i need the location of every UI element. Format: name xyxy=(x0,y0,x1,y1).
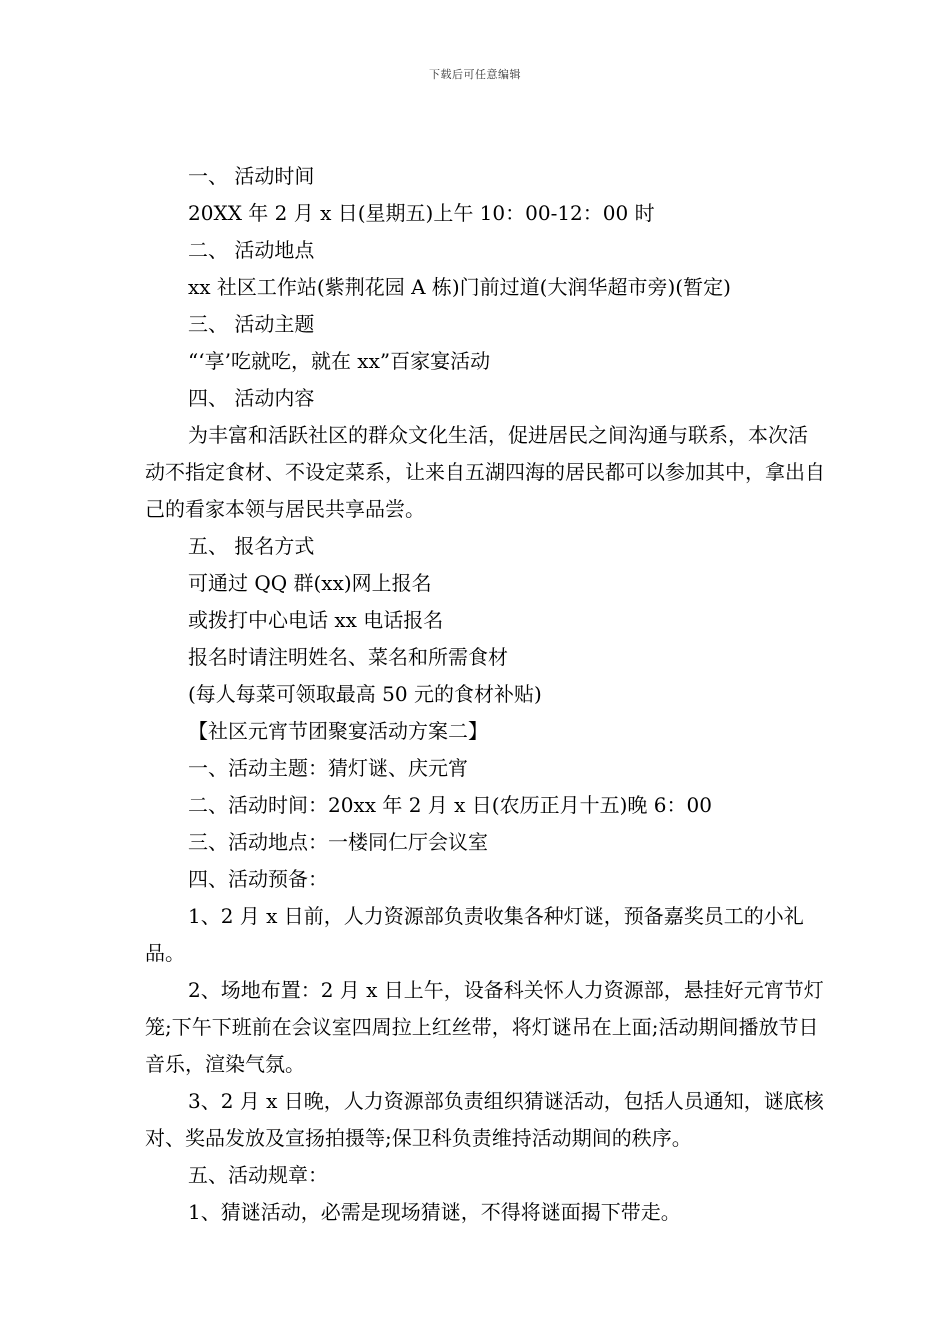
page-header: 下载后可任意编辑 xyxy=(429,68,521,81)
text-line: 20XX 年 2 月 x 日(星期五)上午 10：00-12：00 时 xyxy=(188,201,655,225)
text-line: xx 社区工作站(紫荆花园 A 栋)门前过道(大润华超市旁)(暂定) xyxy=(188,275,731,299)
text-line: 三、活动地点：一楼同仁厅会议室 xyxy=(188,830,488,854)
text-line: 四、活动预备： xyxy=(188,867,328,891)
text-line: “‘享’吃就吃，就在 xx”百家宴活动 xyxy=(188,349,491,373)
text-line: 五、活动规章： xyxy=(188,1163,328,1187)
paragraph: 2、场地布置：2 月 x 日上午，设备科关怀人力资源部，悬挂好元宵节灯笼;下午下班前在会议室四周拉上红丝带，将灯谜吊在上面;活动期间播放节日音乐，渲染气氛。 xyxy=(145,978,824,1076)
document-body xyxy=(145,158,825,1231)
paragraph: 为丰富和活跃社区的群众文化生活，促进居民之间沟通与联系，本次活动不指定食材、不设定菜系，让来自五湖四海的居民都可以参加其中，拿出自己的看家本领与居民共享品尝。 xyxy=(145,423,825,521)
paragraph: 3、2 月 x 日晚，人力资源部负责组织猜谜活动，包括人员通知，谜底核对、奖品发放及宣扬拍摄等;保卫科负责维持活动期间的秩序。 xyxy=(145,1089,824,1150)
section-heading-theme: 三、 活动主题 xyxy=(188,312,315,336)
text-line: 可通过 QQ 群(xx)网上报名 xyxy=(188,571,432,595)
section-heading-registration: 五、 报名方式 xyxy=(188,534,315,558)
text-line: 或拨打中心电话 xx 电话报名 xyxy=(188,608,444,632)
text-line: 一、活动主题：猜灯谜、庆元宵 xyxy=(188,756,468,780)
plan-title: 【社区元宵节团聚宴活动方案二】 xyxy=(188,719,488,743)
section-heading-content: 四、 活动内容 xyxy=(188,386,315,410)
section-heading-time: 一、 活动时间 xyxy=(188,164,315,188)
text-line: 二、活动时间：20xx 年 2 月 x 日(农历正月十五)晚 6：00 xyxy=(188,793,712,817)
section-heading-location: 二、 活动地点 xyxy=(188,238,315,262)
paragraph: 1、2 月 x 日前，人力资源部负责收集各种灯谜，预备嘉奖员工的小礼品。 xyxy=(145,904,804,965)
text-line: 报名时请注明姓名、菜名和所需食材 xyxy=(188,645,508,669)
text-line: (每人每菜可领取最高 50 元的食材补贴) xyxy=(188,682,542,706)
text-line: 1、猜谜活动，必需是现场猜谜，不得将谜面揭下带走。 xyxy=(188,1200,681,1224)
